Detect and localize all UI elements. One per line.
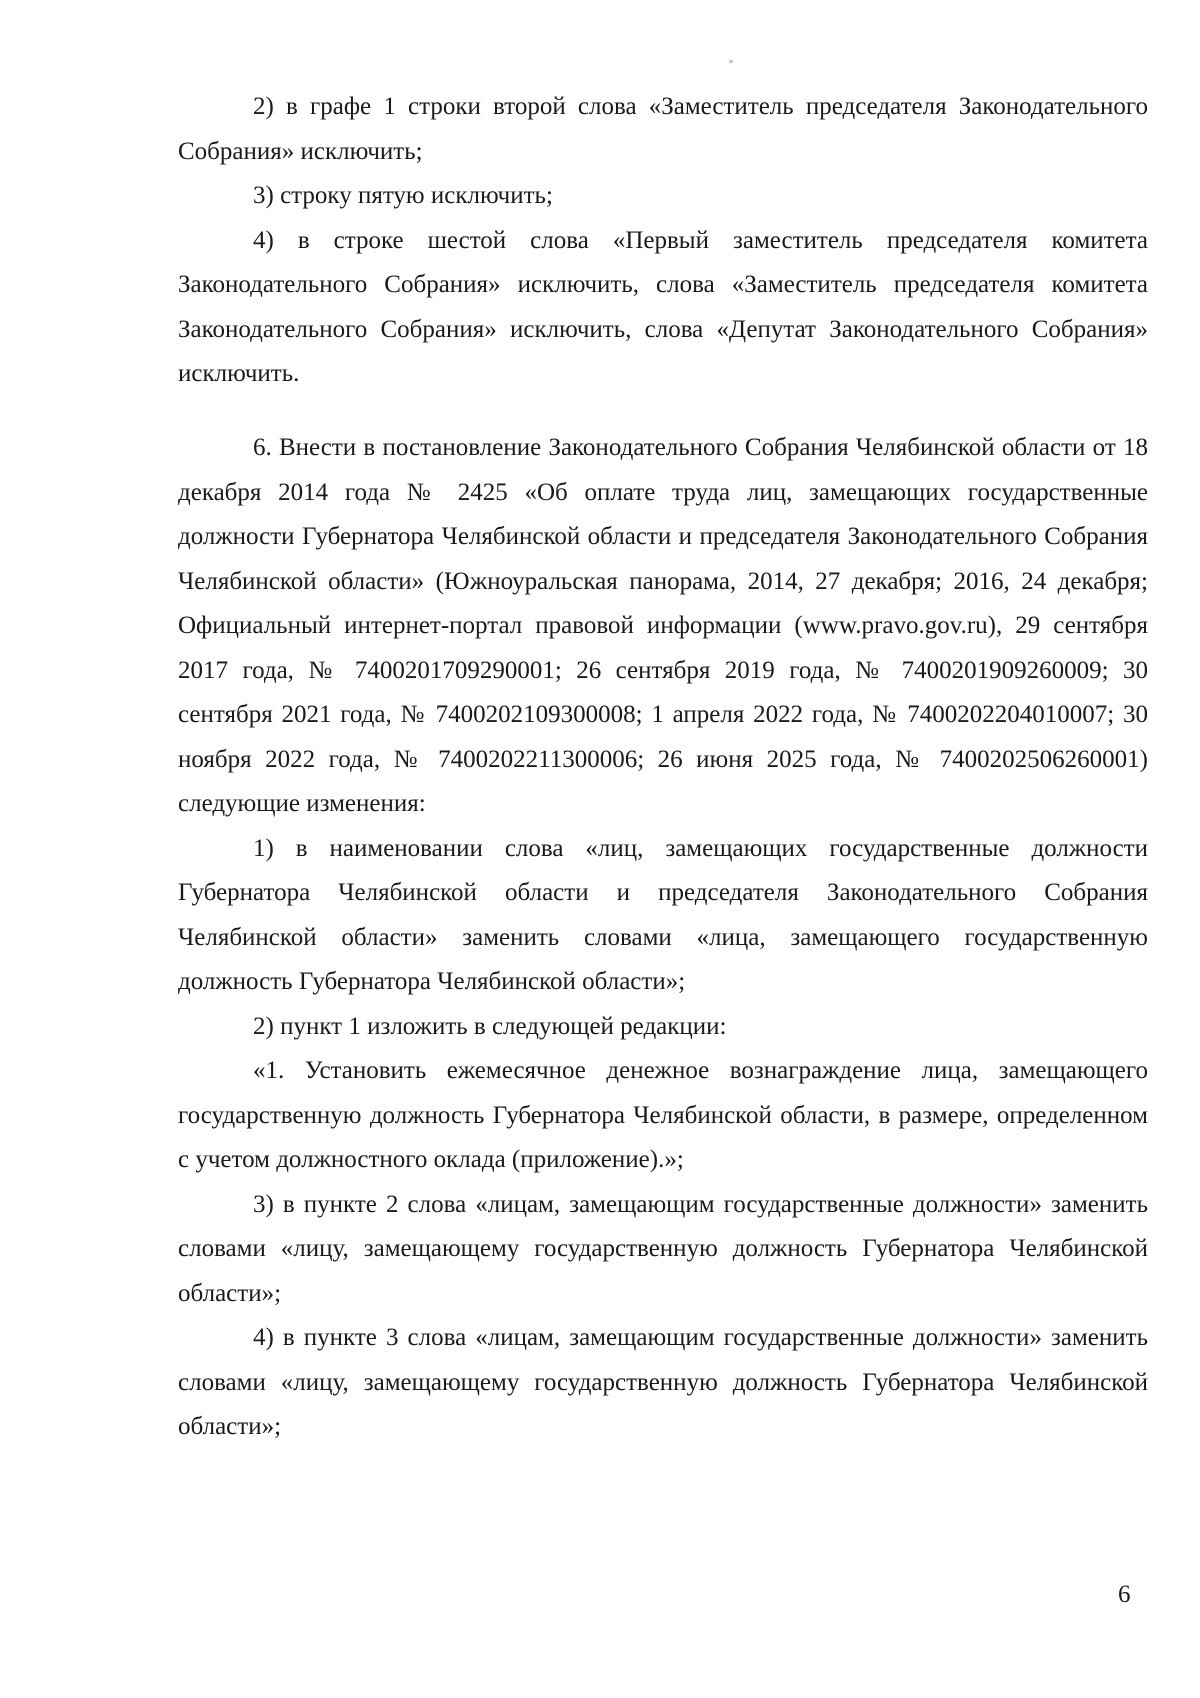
paragraph-quoted-point-1: «1. Установить ежемесячное денежное вознаграждение лица, замещающего государственную должность Губернатора Челябинской области, в размере, определенном с учетом должностного оклада (приложение).»; [178,1057,1148,1173]
section-6 [178,426,1148,1450]
paragraph-item-2: 2) в графе 1 строки второй слова «Заместитель председателя Законодательного Собрания» исключить; [178,93,1148,165]
amendment-list-continued [178,85,1148,397]
paragraph-item-3: 3) строку пятую исключить; [253,182,553,209]
paragraph-subitem-4: 4) в пункте 3 слова «лицам, замещающим государственные должности» заменить словами «лицу, замещающему государственную должность Губернатора Челябинской области»; [178,1324,1148,1440]
page-number: 6 [1118,1581,1131,1608]
paragraph-subitem-3: 3) в пункте 2 слова «лицам, замещающим государственные должности» заменить словами «лицу, замещающему государственную должность Губернатора Челябинской области»; [178,1190,1148,1307]
paragraph-subitem-1: 1) в наименовании слова «лиц, замещающих государственные должности Губернатора Челябинской области и председателя Законодательного Собрания Челябинской области» заменить словами «лица, замещающего государственную должность Губернатора Челябинской области»; [178,834,1148,995]
paragraph-subitem-2: 2) пункт 1 изложить в следующей редакции: [253,1012,727,1040]
scan-dot [729,60,733,63]
paragraph-section-6-intro: 6. Внести в постановление Законодательного Собрания Челябинской области от 18 декабря 2014 года № 2425 «Об оплате труда лиц, замещающих государственные должности Губернатора Челябинской области и председателя Законодательного Собрания Челябинской области» (Южноуральская панорама, 2014, 27 декабря; 2016, 24 декабря; Официальный интернет-портал правовой информации (www.pravo.gov.ru), 29 сентября 2017 года, № 7400201709290001; 26 сентября 2019 года, № 7400201909260009; 30 сентября 2021 года, № 7400202109300008; 1 апреля 2022 года, № 7400202204010007; 30 ноября 2022 года, № 7400202211300006; 26 июня 2025 года, № 7400202506260001) следующие изменения: [178,434,1148,817]
paragraph-item-4: 4) в строке шестой слова «Первый заместитель председателя комитета Законодательного Собрания» исключить, слова «Заместитель председателя комитета Законодательного Собрания» исключить, слова «Депутат Законодательного Собрания» исключить. [178,226,1148,387]
